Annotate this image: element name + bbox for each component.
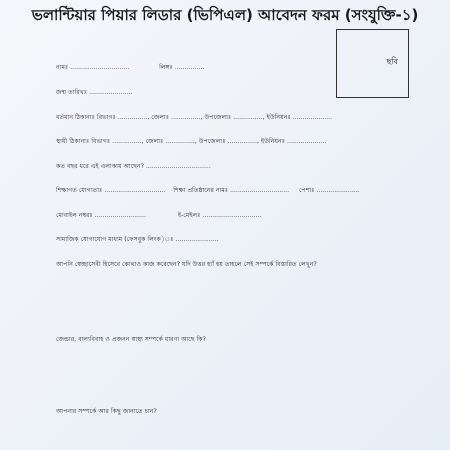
contact-row	[56, 212, 261, 220]
email-field: ই-মেইলঃ ..............................	[177, 212, 262, 219]
institution-field: শিক্ষা প্রতিষ্ঠানের নামঃ ..............................	[173, 187, 290, 194]
present-address-field: বর্তমান ঠিকানাঃ বিভাগঃ ..............., জেলাঃ ..............., উপজেলাঃ ..............., ইউনিয়নঃ ....................	[56, 114, 333, 121]
photo-label: ছবি	[386, 57, 398, 66]
name-field: নামঃ ..............................	[56, 64, 130, 71]
permanent-address-row	[56, 138, 326, 146]
profession-field: পেশাঃ ......................	[298, 187, 360, 194]
social-field: সামাজিক যোগাযোগ মাধ্যম (ফেসবুক লিংক)ঃ ......................	[56, 236, 219, 243]
gender-field: লিঙ্গঃ ...............	[159, 64, 205, 71]
additional-info-question-text: আপনার সম্পর্কে আর কিছু জানাতে চান?	[56, 408, 157, 415]
photo-box	[336, 29, 409, 98]
gender-awareness-question	[56, 336, 206, 344]
mobile-field: মোবাইল নম্বরঃ ..........................	[56, 212, 146, 219]
name-row	[56, 64, 204, 72]
education-field: শিক্ষাগত যোগ্যতাঃ ...............................	[56, 187, 166, 194]
volunteer-question	[56, 261, 317, 269]
volunteer-question-text: আপনি স্বেচ্ছাসেবী হিসেবে কোথাও কাজ করেছেন? যদি উত্তর হ্যাঁ হয় তাহলে সেই সম্পর্কে বিস্তারিত লেখুন?	[56, 261, 317, 268]
additional-info-question	[56, 408, 157, 416]
dob-field: জন্ম তারিখঃ ......................	[56, 89, 133, 96]
form-title: ভলান্টিয়ার পিয়ার লিডার (ভিপিএল) আবেদন ফরম (সংযুক্তি-১)	[31, 6, 419, 24]
dob-row	[56, 89, 132, 97]
permanent-address-field: স্থায়ী ঠিকানাঃ বিভাগঃ ..............., জেলাঃ ..............., উপজেলাঃ ..............., ইউনিয়নঃ ....................	[56, 138, 327, 145]
social-row	[56, 236, 219, 244]
years-in-area-field: কত বছর ধরে এই এলাকায় আছেন? .................................	[56, 163, 211, 170]
education-row	[56, 187, 360, 195]
present-address-row	[56, 114, 332, 122]
gender-awareness-question-text: জেন্ডার, বাল্যবিবাহ ও প্রজনন স্বাস্থ্য সম্পর্কে ধারণা আছে কি?	[56, 336, 206, 343]
years-in-area-row	[56, 163, 211, 171]
